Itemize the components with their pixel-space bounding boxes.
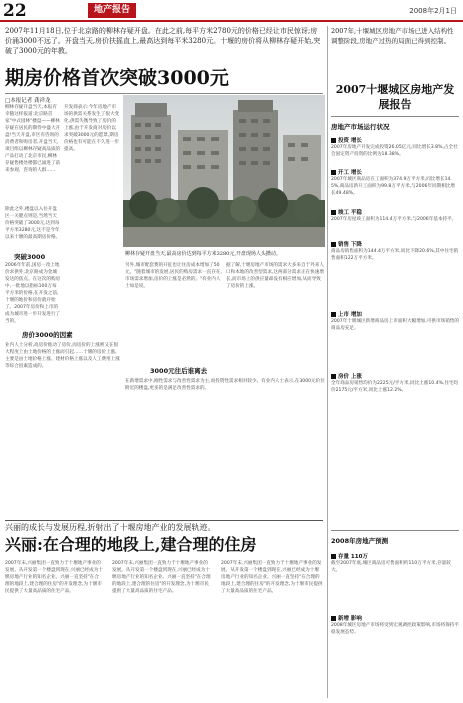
page-number: 22	[3, 1, 27, 21]
subhead-factors: 房价3000的因素	[22, 331, 73, 339]
mid-col-p1: 另外,城市配套费的开征也让住房成本增加了50元。"随着城市的发展,居民的购房需求一直存在,市场需求增加,房价的上涨是必然的。"有业内人士如是说。	[125, 263, 222, 289]
mid-col-p3: 在新增需求中,刚性需求与改善性需求为主,而投资性需求相对较少。有业内人士表示,在3000元价位附近的楼盘,更多的是满足改善性需求的。	[125, 379, 325, 391]
left-col-p4: 开发商表示:今年房地产市场的供需关系发生了很大变化,供需失衡导致了房价的上涨,由于开发商对房价以求突破3000元的愿景,期房价格也有可能在不久进一步提高。	[64, 105, 120, 152]
building-illustration	[123, 95, 325, 247]
tag-investment-text: 2007年房地产开发完成投资26.05亿元,同比增长3.8%,占全社会固定资产投资的比例为18.38%。	[331, 145, 458, 157]
lower-headline: 兴丽:在合理的地段上,建合理的住房	[5, 535, 257, 554]
left-col-p2: 除此之外,楼盘以入住开盘区一关键点则是,当然当天价格突破了3000元,达到每平方米3280元,这不是今年以来十堰的最高期房价格。	[5, 207, 61, 240]
left-col-p1: 柳林存疑开盘当天,本报有幸随这样报道:北京路首家"中式园林"楼盘——柳林存疑在居民的期待中盛大开盘!当天开盘,市区有咨询的消费者和购房者,开盘当天,项目组以柳林存疑高品质的产品打动了北京市民,柳林存疑售楼处楼都已涌进了前来参观、咨询的人群……	[5, 105, 61, 173]
subhead-breakthrough: 突破3000	[14, 253, 46, 261]
lower-kicker: 兴丽的成长与发展历程,折射出了十堰房地产业的发展轨迹。	[5, 523, 216, 532]
tag-price-text: 全年商品房销售均价为2225元/平方米,同比上涨10.4%,住宅均价2175元/平方米,同比上涨12.2%。	[331, 381, 459, 393]
tag-listing: 上市 增加	[331, 310, 362, 318]
report-subhead: 房地产市场运行状况	[331, 123, 390, 131]
left-col-p3: 2006年年前,国房一改上地价求供外,北京路成为金城发达的焦点。在这次的购房中,一批地以指标100万每平方米的价格,在开发之前,十堰的地价和房价就开始了。2007年房价和上市的成为城市进一步开发进行了当的。	[5, 263, 61, 324]
lede-paragraph: 2007年11月18日,位于北京路的柳林存疑开盘。在此之前,每平方米2780元的价格已经让市民惊讶;房价涌3000不远了。开盘当天,房价扶摇直上,最高达到每平米3280元。十堰的房价将从柳林存疑开始,突破了3000元的年教。	[5, 27, 321, 55]
report-title-rule	[331, 116, 459, 117]
tag-policy: 新增 影响	[331, 614, 362, 622]
report-title: 2007十堰城区房地产发展报告	[335, 83, 455, 111]
right-lede: 2007年,十堰城区房地产市场已进入结构性调整阶段,房地产过热的局面已得到控制。	[331, 27, 454, 45]
tag-stock: 存量 110万	[331, 552, 368, 560]
tag-construction: 开工 增长	[331, 168, 362, 176]
section-label: 地产报告	[88, 3, 136, 18]
tag-investment: 投资 增长	[331, 136, 362, 144]
tag-completion: 竣工 平稳	[331, 208, 362, 216]
byline: □本报记者 龚祥龙	[5, 98, 51, 104]
main-headline: 期房价格首次突破3000元	[5, 67, 229, 89]
forecast-head: 2008年房地产预测	[331, 537, 389, 545]
tag-sales-text: 商品房销售面积为144.4万平方米,同比下降20.6%,其中住宅销售面积122万平方米。	[331, 249, 459, 261]
column-divider	[327, 26, 328, 698]
tag-price: 房价 上涨	[331, 372, 362, 380]
lower-col-3: 2007年末,兴丽集团一直致力于十堰地产事业的发展。从开发第一个楼盘到现在,兴丽已经成为十堰房地产行业的知名企业。兴丽一直坚持"在合理的地段上,建合理的住房"的开发理念,为十堰市民提供了大量高品质的住宅产品。	[221, 561, 323, 594]
tag-stock-text: 截至2007年底,城区商品房可售面积约110万平方米,存量较大。	[331, 561, 451, 573]
mid-col-p2: 据了解,十堰房地产市场的需求大多来自于外来人口和本地的改善型需求,这两部分需求正在快速增长,而市场上的供应量却没有相应增加,从而导致了房价的上涨。	[226, 263, 324, 289]
housing-photo	[123, 95, 325, 247]
headline-rule	[5, 93, 323, 94]
tag-policy-text: 2008年城区房地产市场将受到宏观调控政策影响,市场将保持平稳发展态势。	[331, 623, 459, 635]
lower-divider	[5, 520, 323, 521]
tag-completion-text: 2007年房屋竣工面积为114.4万平方米,与2006年基本持平。	[331, 217, 457, 222]
photo-caption: 柳林存疑开盘当天,最高房价达到每平方米3280元,开盘现场人头攒动。	[125, 251, 281, 257]
lower-col-2: 2007年末,兴丽集团一直致力于十堰地产事业的发展。从开发第一个楼盘到现在,兴丽已经成为十堰房地产行业的知名企业。兴丽一直坚持"在合理的地段上,建合理的住房"的开发理念,为十堰市民提供了大量高品质的住宅产品。	[112, 561, 211, 594]
tag-construction-text: 2007年城区商品房在工面积为374.9万平方米,同比增长14.5%,商品房新开工面积为99.8万平方米,与2006年同期相比增长49.48%。	[331, 177, 456, 196]
tag-sales: 销售 下降	[331, 240, 362, 248]
lower-col-1: 2007年末,兴丽集团一直致力于十堰地产事业的发展。从开发第一个楼盘到现在,兴丽已经成为十堰房地产行业的知名企业。兴丽一直坚持"在合理的地段上,建合理的住房"的开发理念,为十堰市民提供了大量高品质的住宅产品。	[5, 561, 103, 594]
forecast-rule	[331, 530, 459, 531]
tag-listing-text: 2007年十堰城区新增商品房上市面积大幅增加,可供市场销售的商品房充足。	[331, 319, 459, 331]
issue-date: 2008年2月1日	[409, 7, 457, 15]
subhead-3000: 3000元往后谁离去	[150, 367, 208, 375]
left-col-p5: 业内人士分析,高房价推动了房价,而房价的上涨则又在很大程度上由土地价格的上涨而引起……十堰的房价上涨,主要是由土地价格上涨、建材价格上涨以及人工费用上涨等综合因素造成的。	[5, 343, 120, 369]
page-header	[0, 0, 463, 22]
